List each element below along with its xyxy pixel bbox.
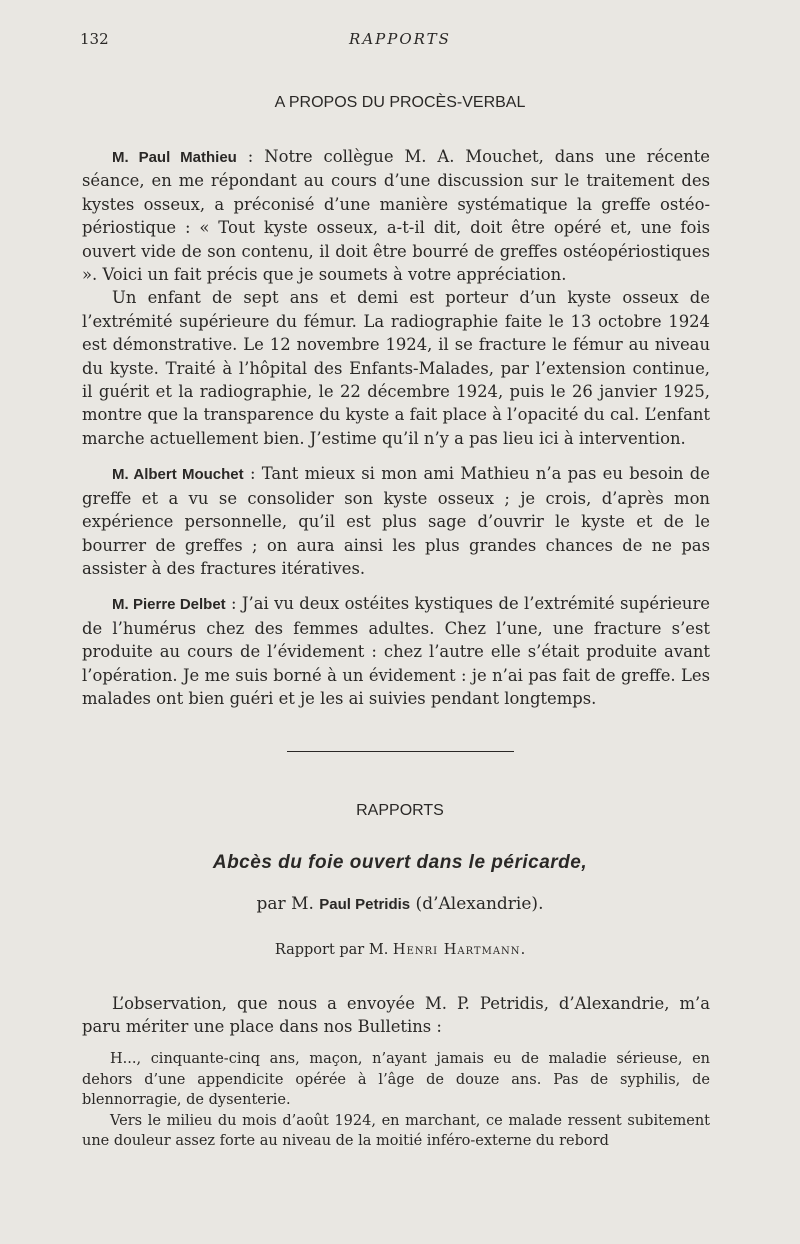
report-suffix: . [520,942,526,958]
byline-author: Paul Petridis [319,896,411,913]
section-divider [287,751,514,752]
rapports-heading: RAPPORTS [356,802,444,819]
paragraph-mathieu [82,145,710,286]
speaker-name: M. Pierre Delbet [112,596,226,614]
paragraph-text: : Notre collègue M. A. Mouchet, dans une récente séance, en me répondant au cours d’une discussion sur le traitement des kystes osseux, a préconisé d’une manière systématique la greffe ostéo-périostique : « Tout kyste osseux, a-t-il dit, doit être opéré et, une fois ouvert vide de son contenu, il doit être bourré de greffes ostéopériostiques ». Voici un fait précis que je soumets à votre appréciation. [82,147,710,285]
byline-prefix: par M. [256,894,320,914]
paragraph-mouchet [82,462,710,580]
page-number: 132 [80,30,109,48]
running-header [80,30,720,54]
section-title: A PROPOS DU PROCÈS-VERBAL [274,94,526,111]
report-prefix: Rapport par M. [274,942,393,958]
running-title: RAPPORTS [349,30,451,48]
article-title: Abcès du foie ouvert dans le péricarde, [212,852,588,873]
report-credit [80,942,720,958]
case-paragraph: H..., cinquante-cinq ans, maçon, n’ayant jamais eu de maladie sérieuse, en dehors d’une appendicite opérée à l’âge de douze ans. Pas de syphilis, de blennorragie, de dysenterie. [82,1051,710,1108]
paragraph-text: : J’ai vu deux ostéites kystiques de l’extrémité supérieure de l’humérus chez des femmes adultes. Chez l’une, une fracture s’est produite au cours de l’évidement : chez l’autre elle s’était produite avant l’opération. Je me suis borné à un évidement : je n’ai pas fait de greffe. Les malades ont bien guéri et je les ai suivies pendant longtemps. [82,594,710,708]
speaker-name: M. Albert Mouchet [112,466,244,484]
byline [80,894,720,914]
paragraph-mathieu-case: Un enfant de sept ans et demi est porteur d’un kyste osseux de l’extrémité supérieure du fémur. La radiographie faite le 13 octobre 1924 est démonstrative. Le 12 novembre 1924, il se fracture le fémur au niveau du kyste. Traité à l’hôpital des Enfants-Malades, par l’extension continue, il guérit et la radiographie, le 22 décembre 1924, puis le 26 janvier 1925, montre que la transparence du kyste a fait place à l’opacité du cal. L’enfant marche actuellement bien. J’estime qu’il n’y a pas lieu ici à intervention. [82,288,710,448]
report-intro-block [82,992,710,1039]
case-report-block [82,1049,710,1152]
report-author: Henri Hartmann [392,942,521,958]
speaker-name: M. Paul Mathieu [112,149,237,166]
discussion-block [82,145,710,710]
paragraph-delbet [82,592,710,710]
byline-suffix: (d’Alexandrie). [410,894,544,914]
report-intro: L’observation, que nous a envoyée M. P. Petridis, d’Alexandrie, m’a paru mériter une place dans nos Bulletins : [82,994,710,1037]
case-paragraph: Vers le milieu du mois d’août 1924, en marchant, ce malade ressent subitement une douleur assez forte au niveau de la moitié inféro-externe du rebord [82,1112,710,1149]
paragraph-text: : Tant mieux si mon ami Mathieu n’a pas eu besoin de greffe et a vu se consolider son kyste osseux ; je crois, d’après mon expérience personnelle, qu’il est plus sage d’ouvrir le kyste et de le bourrer de greffes ; on aura ainsi les plus grandes chances de ne pas assister à des fractures itératives. [82,464,710,578]
